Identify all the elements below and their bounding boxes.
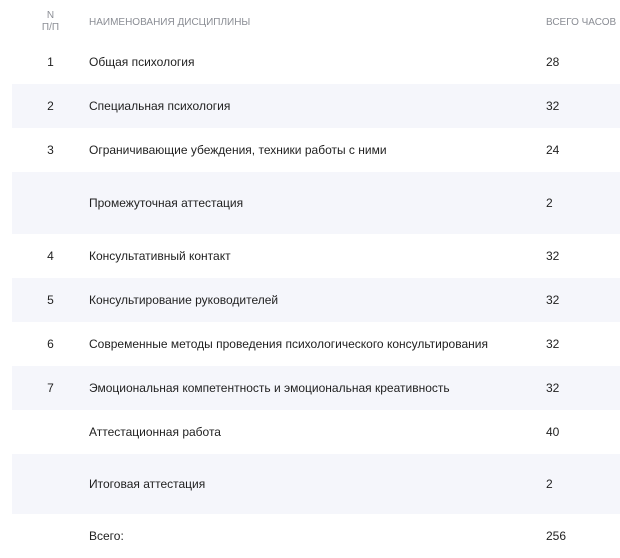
- row-discipline: Эмоциональная компетентность и эмоциональная креативность: [89, 381, 450, 395]
- row-discipline: Общая психология: [89, 55, 195, 69]
- header-number: [12, 0, 89, 34]
- row-number: 4: [47, 249, 54, 263]
- row-hours: 32: [546, 249, 560, 263]
- table-row: [12, 84, 620, 128]
- row-hours: 32: [546, 293, 560, 307]
- table-header: [12, 0, 620, 40]
- row-hours: 32: [546, 337, 560, 351]
- row-discipline: Итоговая аттестация: [89, 477, 206, 491]
- row-number: 6: [47, 337, 54, 351]
- table-row: [12, 128, 620, 172]
- row-discipline: Аттестационная работа: [89, 425, 221, 439]
- row-hours: 40: [546, 425, 560, 439]
- table-row: [12, 278, 620, 322]
- table-row: [12, 410, 620, 454]
- row-discipline: Промежуточная аттестация: [89, 196, 244, 210]
- header-discipline-name: НАИМЕНОВАНИЯ ДИСЦИПЛИНЫ: [89, 17, 251, 28]
- header-total-hours: ВСЕГО ЧАСОВ: [546, 17, 617, 28]
- row-number: 1: [47, 55, 54, 69]
- row-number: 7: [47, 381, 54, 395]
- header-number-line2: П/П: [41, 22, 60, 33]
- table-row: [12, 454, 620, 514]
- row-hours: 24: [546, 143, 560, 157]
- row-discipline: Консультирование руководителей: [89, 293, 279, 307]
- row-number: 5: [47, 293, 54, 307]
- row-discipline: Современные методы проведения психологического консультирования: [89, 337, 488, 351]
- curriculum-table: [12, 0, 620, 558]
- row-hours: 2: [546, 196, 553, 210]
- table-row: [12, 172, 620, 234]
- table-total-row: [12, 514, 620, 558]
- header-number-line1: N: [46, 10, 55, 21]
- row-discipline: Консультативный контакт: [89, 249, 231, 263]
- table-row: [12, 40, 620, 84]
- row-hours: 32: [546, 381, 560, 395]
- row-hours: 28: [546, 55, 560, 69]
- table-row: [12, 322, 620, 366]
- row-discipline: Специальная психология: [89, 99, 231, 113]
- total-hours: 256: [546, 529, 567, 543]
- row-number: 3: [47, 143, 54, 157]
- row-hours: 32: [546, 99, 560, 113]
- row-discipline: Ограничивающие убеждения, техники работы с ними: [89, 143, 387, 157]
- table-row: [12, 234, 620, 278]
- total-label: Всего:: [89, 529, 124, 543]
- table-row: [12, 366, 620, 410]
- row-number: 2: [47, 99, 54, 113]
- row-hours: 2: [546, 477, 553, 491]
